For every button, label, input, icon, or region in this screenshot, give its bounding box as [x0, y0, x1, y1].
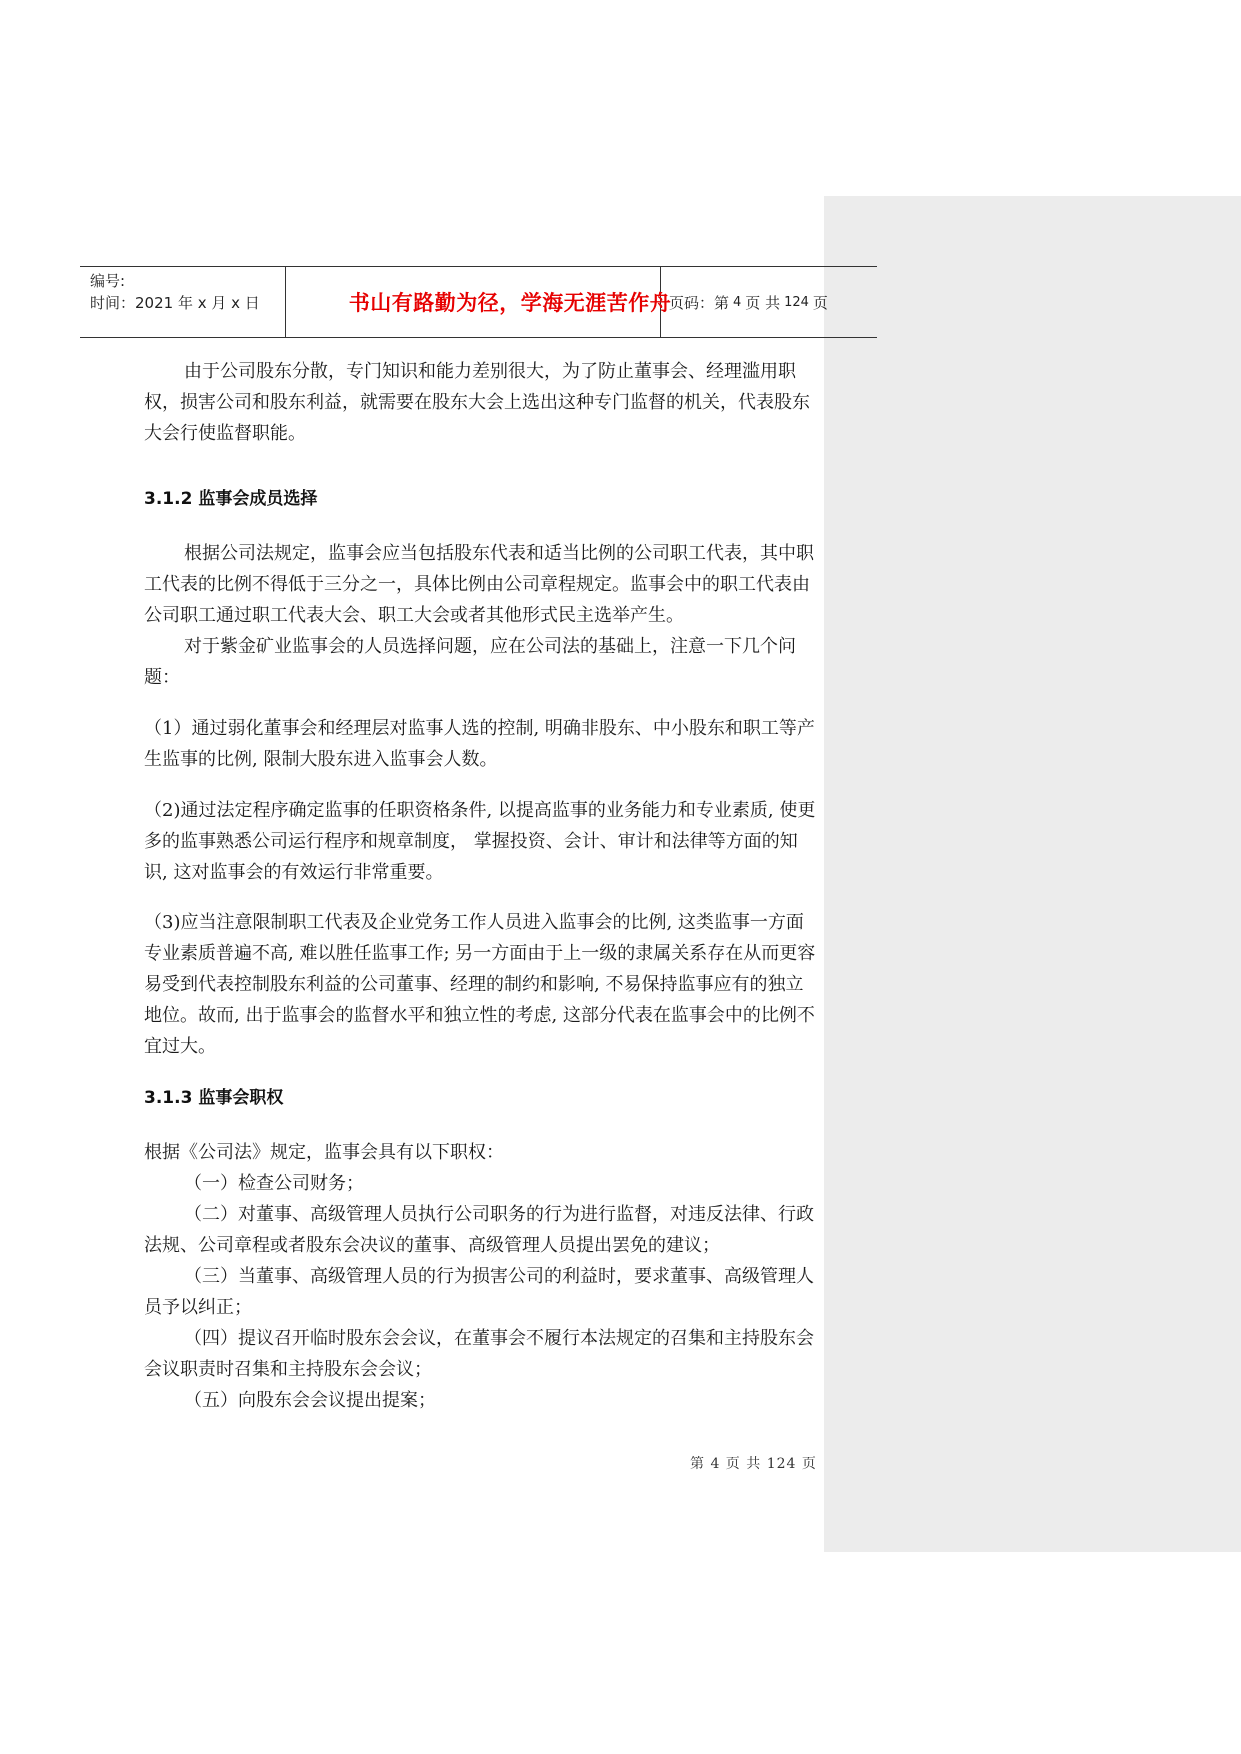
powers-intro: 根据《公司法》规定，监事会具有以下职权：	[144, 1142, 504, 1163]
page-footer: 第 4 页 共 124 页	[690, 1456, 817, 1472]
page-label-a: 页码：第	[669, 293, 730, 312]
item-3	[144, 907, 816, 1062]
item-2-text: （2)通过法定程序确定监事的任职资格条件, 以提高监事的业务能力和专业素质, 使更多的监事熟悉公司运行程序和规章制度， 掌握投资、会计、审计和法律等方面的知识, 这对监事会的有效运行非常重要。	[144, 800, 816, 883]
power-2: （二）对董事、高级管理人员执行公司职务的行为进行监督，对违反法律、行政法规、公司章程或者股东会决议的董事、高级管理人员提出罢免的建议；	[144, 1204, 814, 1256]
header-page-info	[669, 266, 869, 338]
power-1: （一）检查公司财务；	[184, 1173, 364, 1194]
page-number: 4	[733, 294, 742, 310]
power-5: （五）向股东会会议提出提案；	[184, 1390, 436, 1411]
power-3: （三）当董事、高级管理人员的行为损害公司的利益时，要求董事、高级管理人员予以纠正；	[144, 1266, 814, 1318]
zijin-paragraph: 对于紫金矿业监事会的人员选择问题，应在公司法的基础上，注意一下几个问题：	[144, 636, 796, 688]
section-heading-3-1-3: 3.1.3 监事会职权	[144, 1088, 284, 1108]
document-number-label: 编号:	[90, 272, 126, 290]
header-motto: 书山有路勤为径，学海无涯苦作舟	[348, 291, 672, 315]
section-heading-3-1-2: 3.1.2 监事会成员选择	[144, 489, 318, 509]
powers-block	[144, 1137, 816, 1416]
power-4: （四）提议召开临时股东会会议，在董事会不履行本法规定的召集和主持股东会会议职责时召集和主持股东会会议；	[144, 1328, 814, 1380]
page-header	[80, 266, 877, 338]
item-3-text: （3)应当注意限制职工代表及企业党务工作人员进入监事会的比例, 这类监事一方面专业素质普遍不高, 难以胜任监事工作; 另一方面由于上一级的隶属关系存在从而更容易受到代表控制股东利益的公司董事、经理的制约和影响, 不易保持监事应有的独立地位。故而, 出于监事会的监督水平和独立性的考虑, 这部分代表在监事会中的比例不宜过大。	[144, 912, 816, 1057]
item-2	[144, 795, 816, 888]
comment-pane	[824, 196, 1241, 1552]
page-total: 124	[784, 294, 809, 310]
intro-paragraph: 由于公司股东分散，专门知识和能力差别很大，为了防止董事会、经理滥用职权，损害公司和股东利益，就需要在股东大会上选出这种专门监督的机关，代表股东大会行使监督职能。	[144, 361, 810, 444]
law-block	[144, 538, 816, 693]
page-label-c: 页	[812, 293, 828, 312]
document-date: 时间：2021 年 x 月 x 日	[90, 294, 260, 312]
item-1-text: （1）通过弱化董事会和经理层对监事人选的控制, 明确非股东、中小股东和职工等产生监事的比例, 限制大股东进入监事会人数。	[144, 718, 815, 770]
intro-block	[144, 356, 816, 449]
item-1	[144, 713, 816, 775]
header-meta	[90, 270, 280, 314]
law-paragraph: 根据公司法规定，监事会应当包括股东代表和适当比例的公司职工代表，其中职工代表的比例不得低于三分之一，具体比例由公司章程规定。监事会中的职工代表由公司职工通过职工代表大会、职工大会或者其他形式民主选举产生。	[144, 543, 814, 626]
page-label-b: 页 共	[745, 293, 781, 312]
